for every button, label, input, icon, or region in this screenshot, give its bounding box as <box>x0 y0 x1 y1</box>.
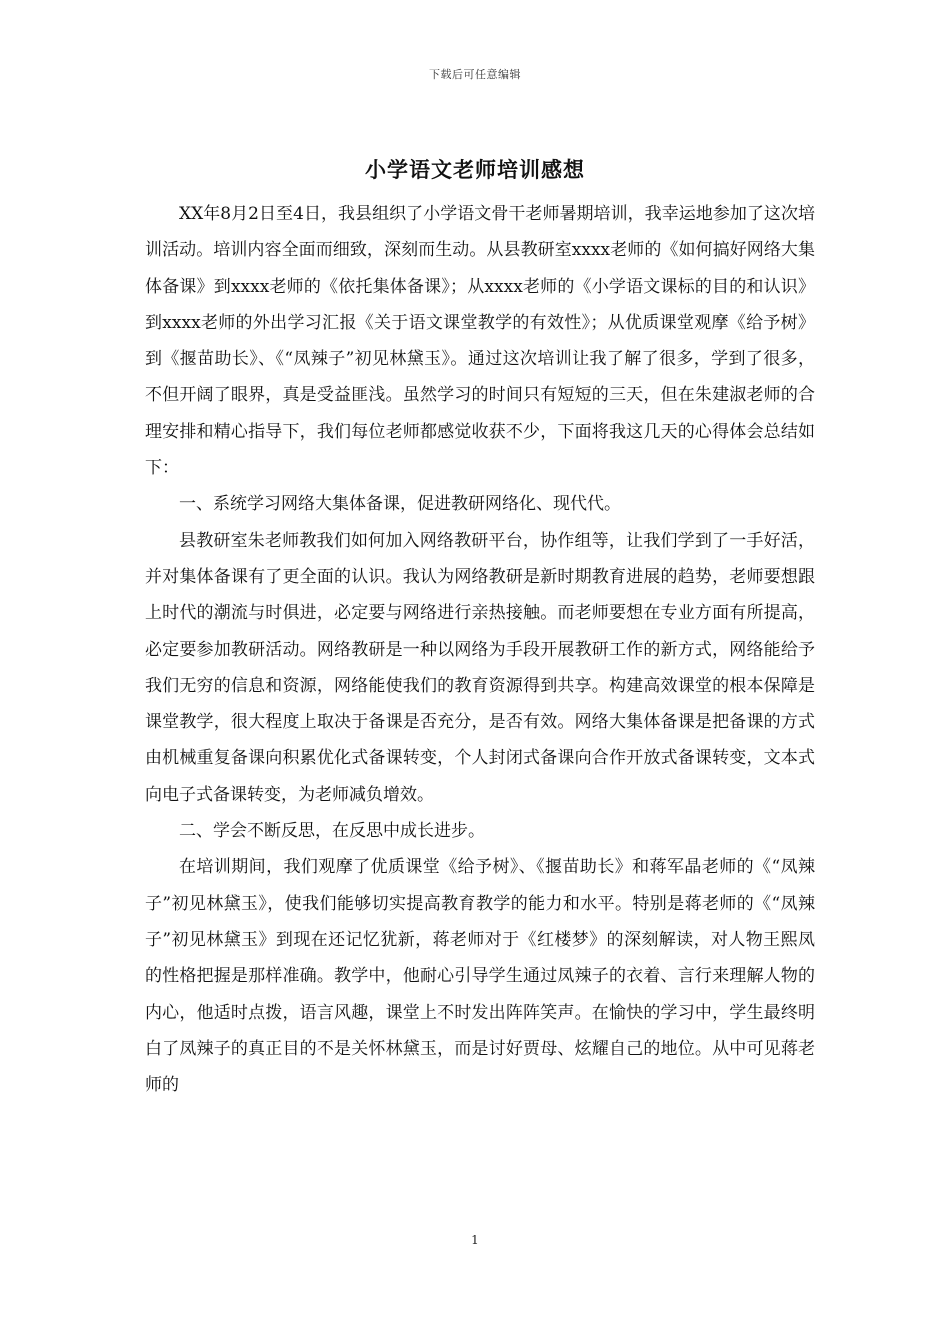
intro-paragraph: XX年8月2日至4日，我县组织了小学语文骨干老师暑期培训，我幸运地参加了这次培训活动。培训内容全面而细致，深刻而生动。从县教研室xxxx老师的《如何搞好网络大集体备课》到xxxx老师的《依托集体备课》；从xxxx老师的《小学语文课标的目的和认识》到xxxx老师的外出学习汇报《关于语文课堂教学的有效性》；从优质课堂观摩《给予树》到《揠苗助长》、《“凤辣子”初见林黛玉》。通过这次培训让我了解了很多，学到了很多，不但开阔了眼界，真是受益匪浅。虽然学习的时间只有短短的三天，但在朱建淑老师的合理安排和精心指导下，我们每位老师都感觉收获不少，下面将我这几天的心得体会总结如下： <box>145 204 815 479</box>
section-heading-2: 二、学会不断反思，在反思中成长进步。 <box>179 821 485 842</box>
header-note: 下载后可任意编辑 <box>429 68 521 81</box>
page-number: 1 <box>471 1233 479 1247</box>
document-title: 小学语文老师培训感想 <box>365 157 585 182</box>
section-paragraph-2: 在培训期间，我们观摩了优质课堂《给予树》、《揠苗助长》和蒋军晶老师的《“凤辣子”初见林黛玉》，使我们能够切实提高教育教学的能力和水平。特别是蒋老师的《“凤辣子”初见林黛玉》到现在还记忆犹新，蒋老师对于《红楼梦》的深刻解读，对人物王熙凤的性格把握是那样准确。教学中，他耐心引导学生通过凤辣子的衣着、言行来理解人物的内心，他适时点拨，语言风趣，课堂上不时发出阵阵笑声。在愉快的学习中，学生最终明白了凤辣子的真正目的不是关怀林黛玉，而是讨好贾母、炫耀自己的地位。从中可见蒋老师的 <box>145 857 815 1096</box>
section-paragraph-1: 县教研室朱老师教我们如何加入网络教研平台，协作组等，让我们学到了一手好活，并对集体备课有了更全面的认识。我认为网络教研是新时期教育进展的趋势，老师要想跟上时代的潮流与时俱进，必定要与网络进行亲热接触。而老师要想在专业方面有所提高，必定要参加教研活动。网络教研是一种以网络为手段开展教研工作的新方式，网络能给予我们无穷的信息和资源，网络能使我们的教育资源得到共享。构建高效课堂的根本保障是课堂教学，很大程度上取决于备课是否充分，是否有效。网络大集体备课是把备课的方式由机械重复备课向积累优化式备课转变，个人封闭式备课向合作开放式备课转变，文本式向电子式备课转变，为老师减负增效。 <box>145 530 815 805</box>
document-body <box>145 196 815 1103</box>
section-heading-1: 一、系统学习网络大集体备课，促进教研网络化、现代代。 <box>179 494 621 515</box>
